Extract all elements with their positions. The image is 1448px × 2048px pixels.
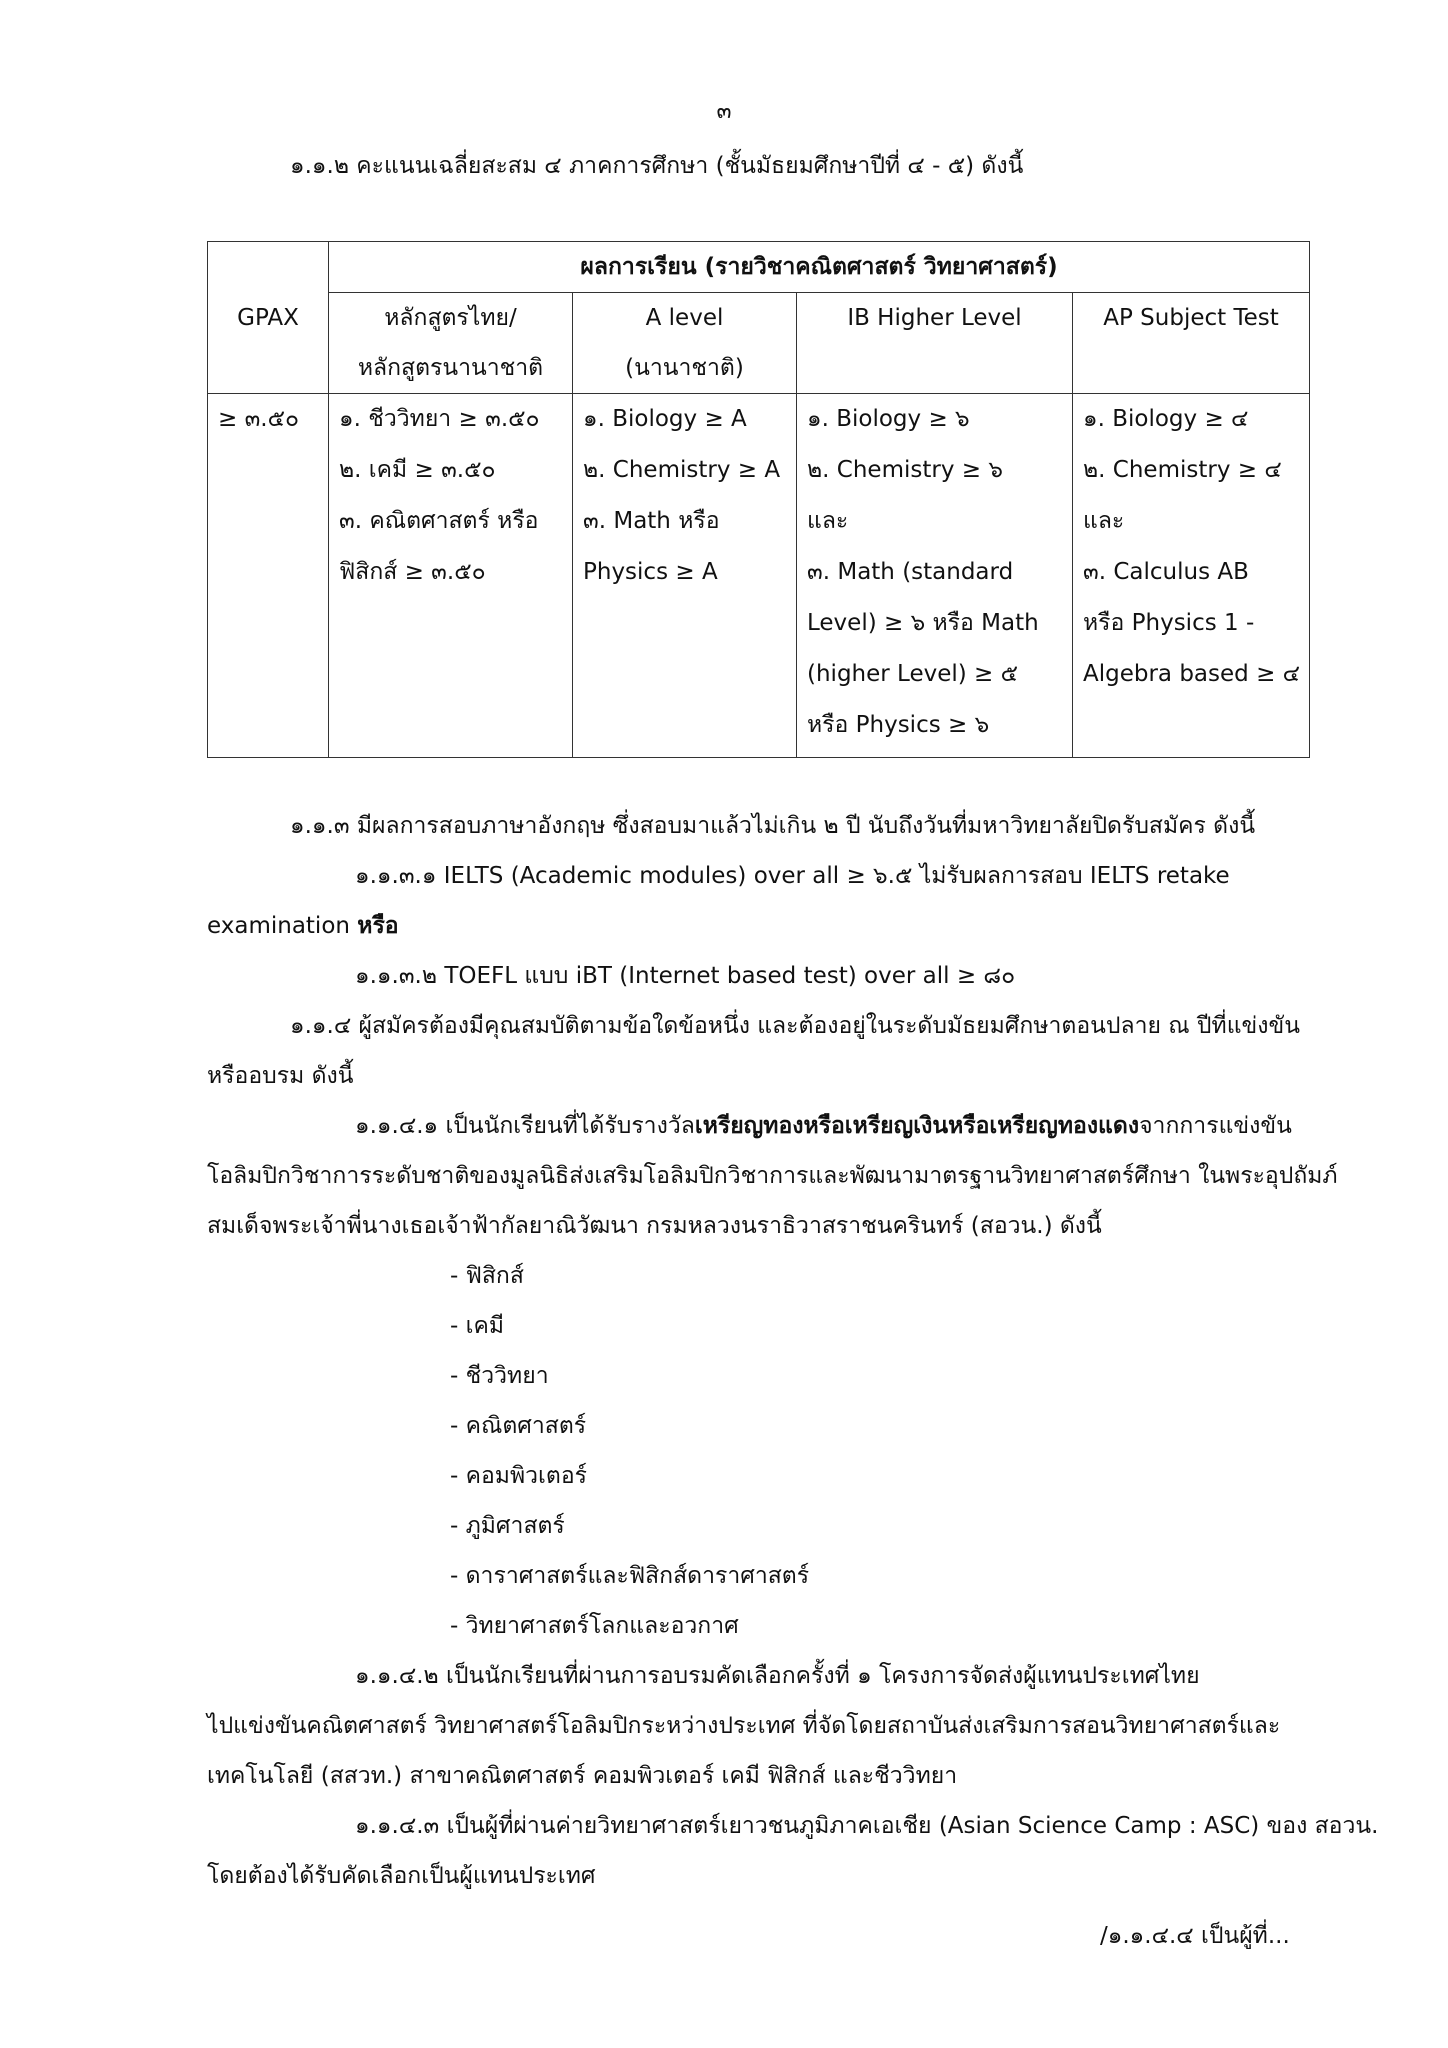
cell-line: ๑. Biology ≥ ๖: [807, 406, 970, 432]
paragraph-1-1-4-1: [355, 1110, 1292, 1142]
cell-line: ๑. ชีววิทยา ≥ ๓.๕๐: [339, 406, 540, 432]
table-row: [208, 394, 1310, 758]
paragraph-1-1-4-2: ๑.๑.๔.๒ เป็นนักเรียนที่ผ่านการอบรมคัดเลือกครั้งที่ ๑ โครงการจัดส่งผู้แทนประเทศไทย: [355, 1663, 1200, 1689]
text-run: examination: [207, 913, 350, 939]
list-item: - วิทยาศาสตร์โลกและอวกาศ: [450, 1613, 739, 1639]
cell-line: ๑. Biology ≥ A: [583, 406, 747, 432]
header-line: หลักสูตรไทย/: [384, 305, 517, 331]
list-item: - ฟิสิกส์: [450, 1263, 524, 1289]
gpax-header: GPAX: [208, 242, 329, 394]
continuation-note: /๑.๑.๔.๔ เป็นผู้ที่...: [1100, 1923, 1290, 1949]
cell-line: Physics ≥ A: [583, 559, 718, 585]
ap-cell: [1073, 394, 1310, 758]
gpax-value: ≥ ๓.๕๐: [208, 394, 329, 758]
results-main-header: ผลการเรียน (รายวิชาคณิตศาสตร์ วิทยาศาสตร์): [329, 242, 1310, 293]
paragraph-1-1-4-1-cont: โอลิมปิกวิชาการระดับชาติของมูลนิธิส่งเสริมโอลิมปิกวิชาการและพัฒนามาตรฐานวิทยาศาสตร์ศึกษา ในพระอุปถัมภ์: [207, 1163, 1338, 1189]
paragraph-1-1-4-3-cont: โดยต้องได้รับคัดเลือกเป็นผู้แทนประเทศ: [207, 1863, 596, 1889]
table-header-row: [208, 242, 1310, 293]
cell-line: (higher Level) ≥ ๕: [807, 661, 1019, 687]
bold-run: เหรียญทองหรือเหรียญเงินหรือเหรียญทองแดง: [694, 1113, 1140, 1139]
list-item: - คอมพิวเตอร์: [450, 1463, 588, 1489]
cell-line: ๓. Math หรือ: [583, 508, 720, 534]
ib-cell: [797, 394, 1073, 758]
paragraph-1-1-4-1-cont: สมเด็จพระเจ้าพี่นางเธอเจ้าฟ้ากัลยาณิวัฒนา กรมหลวงนราธิวาสราชนครินทร์ (สอวน.) ดังนี้: [207, 1213, 1102, 1239]
a-level-cell: [573, 394, 797, 758]
header-line: A level: [645, 305, 724, 331]
list-item: - ภูมิศาสตร์: [450, 1513, 565, 1539]
cell-line: ๒. Chemistry ≥ ๔: [1083, 457, 1282, 483]
cell-line: Algebra based ≥ ๔: [1083, 661, 1301, 687]
paragraph-1-1-4: ๑.๑.๔ ผู้สมัครต้องมีคุณสมบัติตามข้อใดข้อหนึ่ง และต้องอยู่ในระดับมัธยมศึกษาตอนปลาย ณ ปีที่แข่งขัน: [290, 1013, 1300, 1039]
cell-line: และ: [1083, 508, 1125, 534]
cell-line: หรือ Physics 1 -: [1083, 610, 1255, 636]
thai-curriculum-header: [329, 293, 573, 394]
table-subheader-row: [208, 293, 1310, 394]
cell-line: และ: [807, 508, 849, 534]
list-item: - คณิตศาสตร์: [450, 1413, 587, 1439]
list-item: - ชีววิทยา: [450, 1363, 549, 1389]
ap-header: [1073, 293, 1310, 394]
page-number: ๓: [716, 99, 732, 124]
paragraph-1-1-3-1: ๑.๑.๓.๑ IELTS (Academic modules) over all ≥ ๖.๕ ไม่รับผลการสอบ IELTS retake: [355, 863, 1230, 889]
section-heading: ๑.๑.๒ คะแนนเฉลี่ยสะสม ๔ ภาคการศึกษา (ชั้นมัธยมศึกษาปีที่ ๔ - ๕) ดังนี้: [290, 153, 1024, 179]
list-item: - ดาราศาสตร์และฟิสิกส์ดาราศาสตร์: [450, 1563, 810, 1589]
cell-line: ๒. เคมี ≥ ๓.๕๐: [339, 457, 496, 483]
thai-curriculum-cell: [329, 394, 573, 758]
cell-line: ฟิสิกส์ ≥ ๓.๕๐: [339, 559, 486, 585]
header-line: หลักสูตรนานาชาติ: [357, 355, 544, 381]
paragraph-1-1-3-2: ๑.๑.๓.๒ TOEFL แบบ iBT (Internet based test) over all ≥ ๘๐: [355, 963, 1016, 989]
header-line: (นานาชาติ): [625, 355, 744, 381]
paragraph-1-1-4-cont: หรืออบรม ดังนี้: [207, 1063, 354, 1089]
header-line: IB Higher Level: [847, 305, 1022, 331]
paragraph-1-1-4-2-cont: ไปแข่งขันคณิตศาสตร์ วิทยาศาสตร์โอลิมปิกระหว่างประเทศ ที่จัดโดยสถาบันส่งเสริมการสอนวิทยาศาสตร์และ: [207, 1713, 1281, 1739]
ib-header: [797, 293, 1073, 394]
cell-line: ๑. Biology ≥ ๔: [1083, 406, 1249, 432]
list-item: - เคมี: [450, 1313, 505, 1339]
cell-line: ๒. Chemistry ≥ ๖: [807, 457, 1003, 483]
paragraph-1-1-4-3: ๑.๑.๔.๓ เป็นผู้ที่ผ่านค่ายวิทยาศาสตร์เยาวชนภูมิภาคเอเชีย (Asian Science Camp : ASC) ของ สอวน.: [355, 1813, 1379, 1839]
cell-line: Level) ≥ ๖ หรือ Math: [807, 610, 1039, 636]
results-table: [207, 241, 1310, 758]
cell-line: ๓. คณิตศาสตร์ หรือ: [339, 508, 539, 534]
text-run: จากการแข่งขัน: [1139, 1113, 1292, 1139]
cell-line: ๓. Calculus AB: [1083, 559, 1249, 585]
paragraph-1-1-3: ๑.๑.๓ มีผลการสอบภาษาอังกฤษ ซึ่งสอบมาแล้วไม่เกิน ๒ ปี นับถึงวันที่มหาวิทยาลัยปิดรับสมัคร ดังนี้: [290, 813, 1256, 839]
cell-line: ๒. Chemistry ≥ A: [583, 457, 781, 483]
paragraph-1-1-4-2-cont: เทคโนโลยี (สสวท.) สาขาคณิตศาสตร์ คอมพิวเตอร์ เคมี ฟิสิกส์ และชีววิทยา: [207, 1763, 958, 1789]
text-run: ๑.๑.๔.๑ เป็นนักเรียนที่ได้รับรางวัล: [355, 1113, 695, 1139]
bold-run: หรือ: [357, 913, 399, 939]
a-level-header: [573, 293, 797, 394]
header-line: AP Subject Test: [1103, 305, 1279, 331]
cell-line: หรือ Physics ≥ ๖: [807, 712, 990, 738]
cell-line: ๓. Math (standard: [807, 559, 1014, 585]
paragraph-1-1-3-1-cont: [207, 910, 399, 942]
